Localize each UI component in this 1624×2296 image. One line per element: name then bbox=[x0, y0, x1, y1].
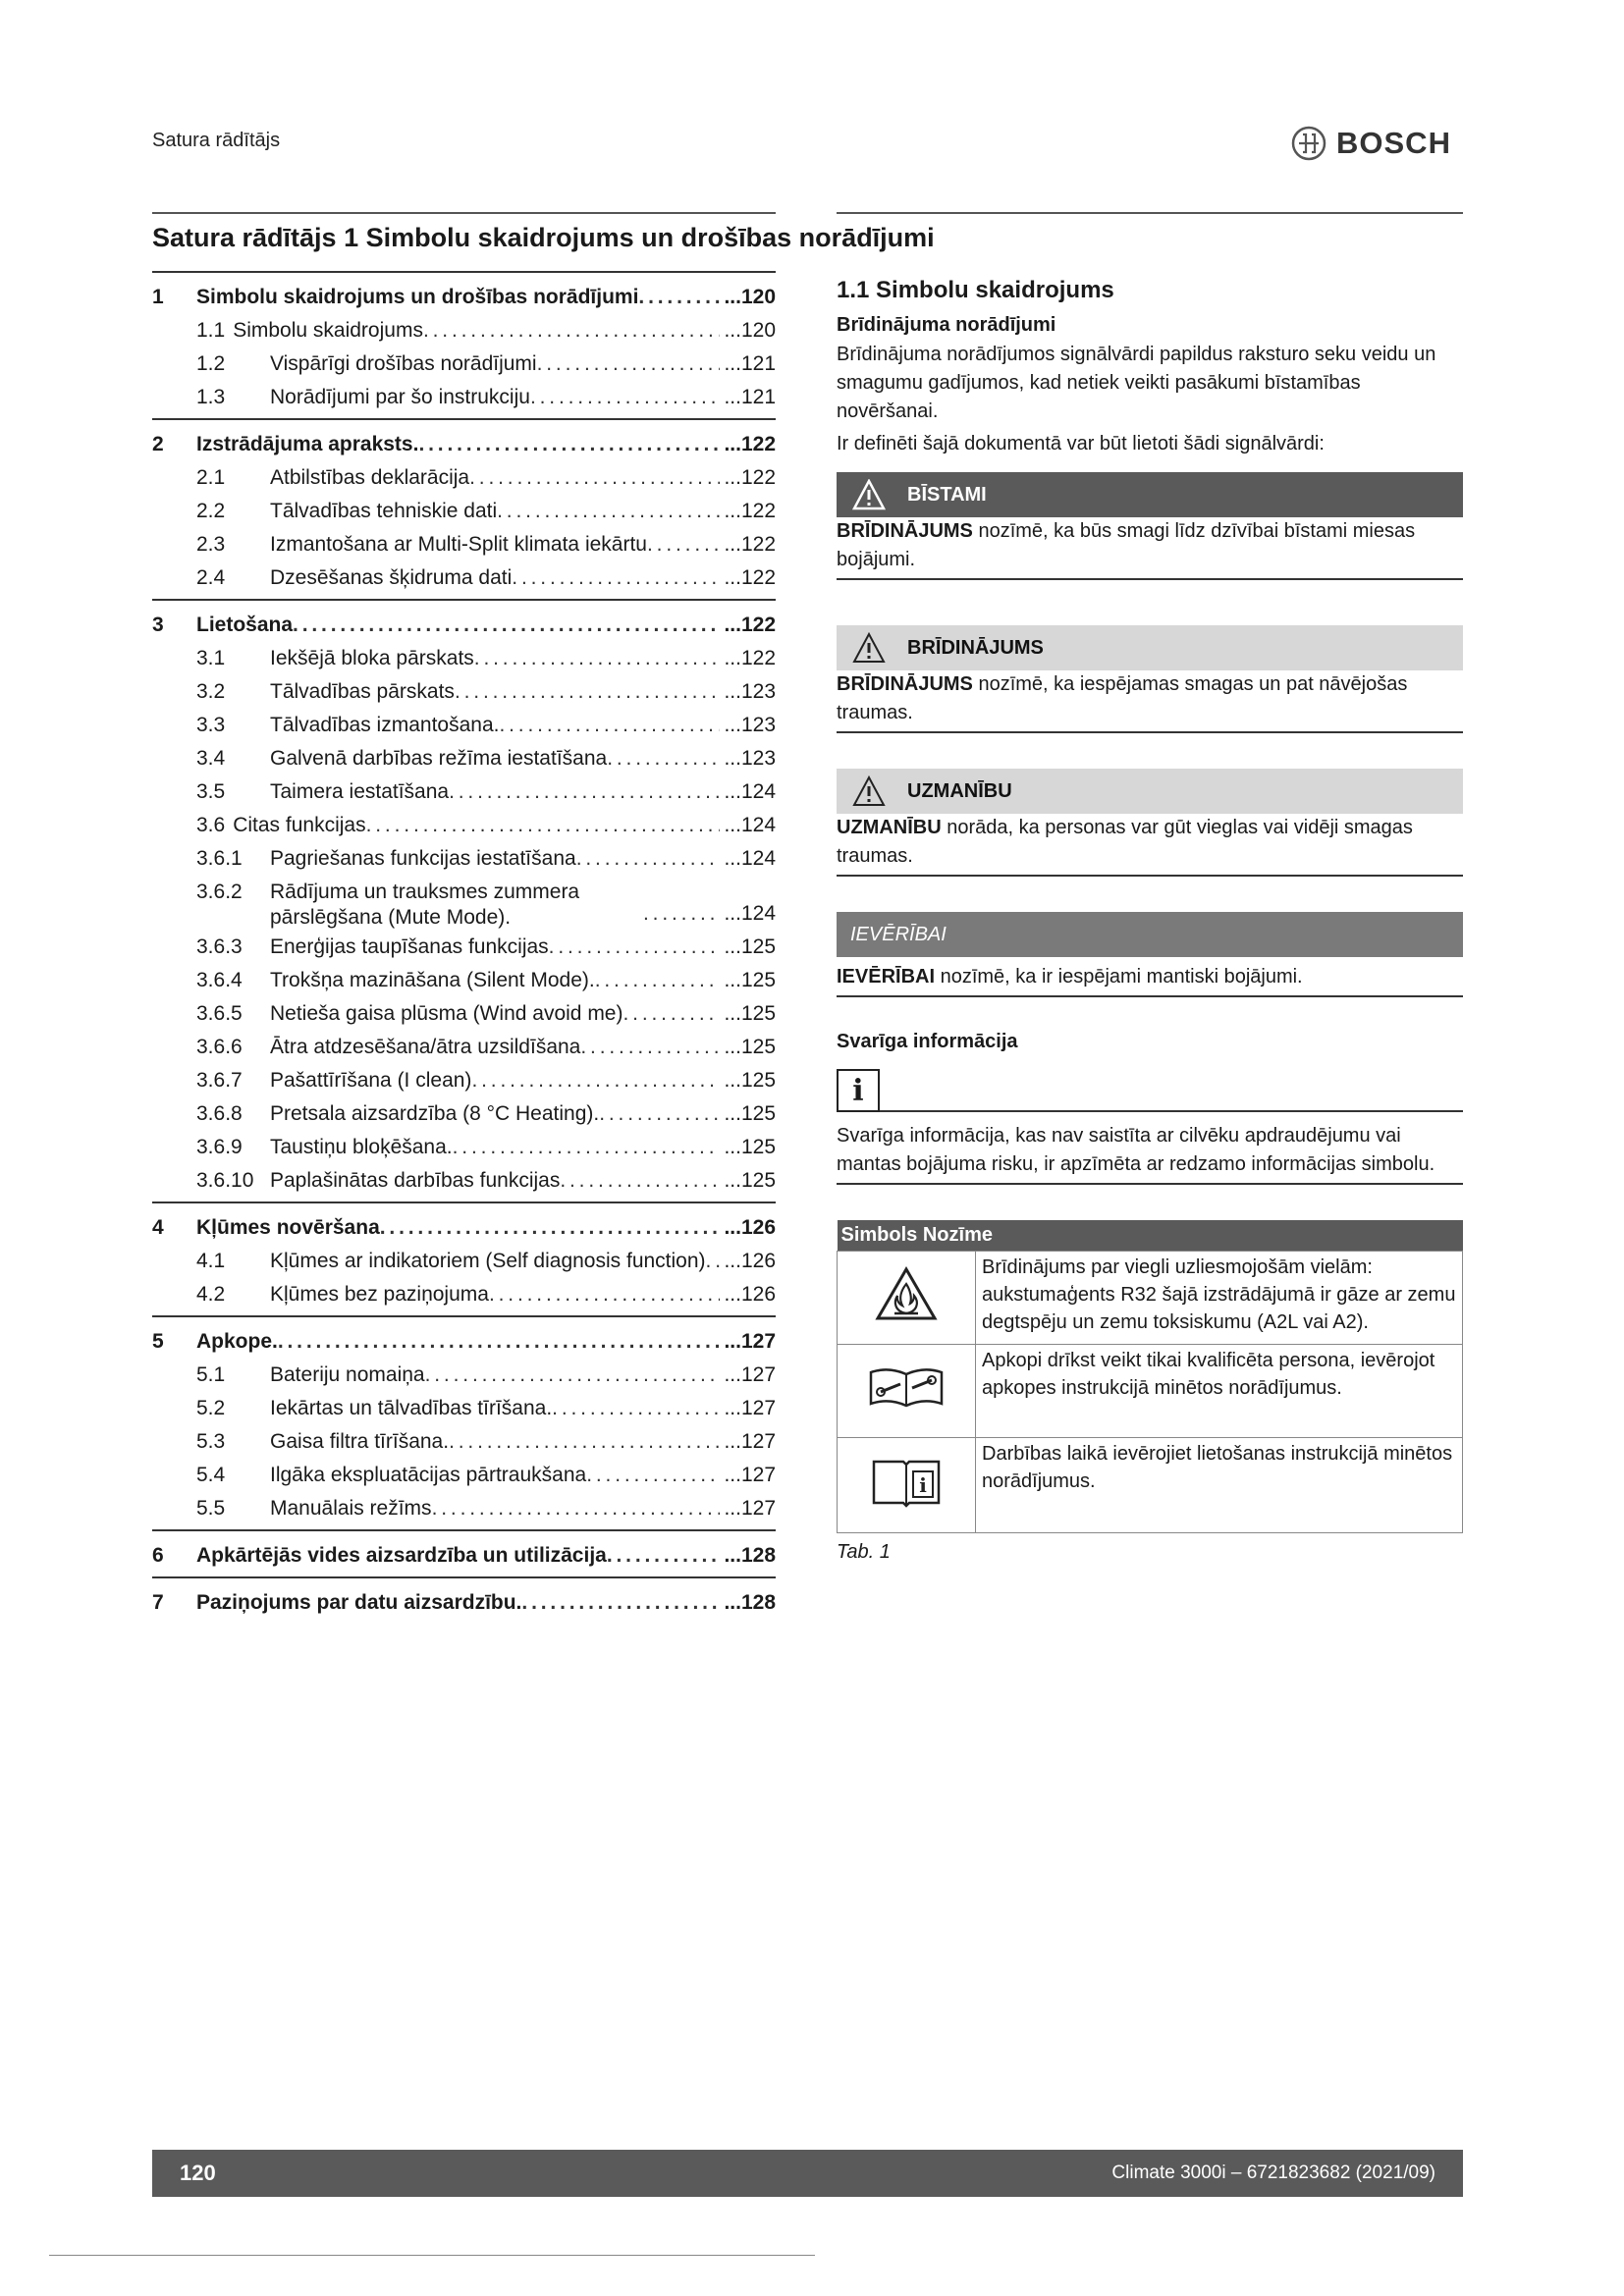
toc-page: ...128 bbox=[724, 1544, 776, 1567]
toc-label: Kļūmes bez paziņojuma bbox=[270, 1283, 489, 1306]
divider bbox=[880, 1110, 1463, 1112]
danger-word: BĪSTAMI bbox=[907, 483, 987, 506]
leader-dots bbox=[576, 842, 721, 876]
danger-text: BRĪDINĀJUMS nozīmē, ka būs smagi līdz dzīvībai bīstami miesas bojājumi. bbox=[837, 517, 1463, 580]
toc-label: Netieša gaisa plūsma (Wind avoid me) bbox=[270, 1002, 623, 1025]
toc-entry[interactable] bbox=[152, 314, 776, 347]
toc-page: ...122 bbox=[724, 466, 776, 489]
toc-entry[interactable] bbox=[152, 675, 776, 709]
toc-page: ...127 bbox=[724, 1363, 776, 1386]
toc-entry[interactable] bbox=[152, 1392, 776, 1425]
toc-page: ...125 bbox=[724, 1069, 776, 1092]
toc-page: ...128 bbox=[724, 1591, 776, 1614]
symbol-meaning: Brīdinājums par viegli uzliesmojošām vielām: aukstumaģents R32 šajā izstrādājumā ir gāze ar zemu degtspēju un zemu toksiskumu (A2L vai A2). bbox=[976, 1252, 1463, 1345]
toc-label: Taustiņu bloķēšana. bbox=[270, 1136, 453, 1158]
toc-page: ...122 bbox=[724, 614, 776, 636]
leader-dots bbox=[293, 609, 720, 642]
toc-entry[interactable] bbox=[152, 809, 776, 842]
toc-number: 3.6.3 bbox=[196, 935, 243, 958]
toc-number: 4.1 bbox=[196, 1250, 226, 1272]
leader-dots bbox=[599, 1097, 720, 1131]
warnings-heading: Brīdinājuma norādījumi bbox=[837, 314, 1056, 336]
toc-label: Izstrādājuma apraksts. bbox=[196, 433, 419, 455]
toc-entry[interactable] bbox=[152, 495, 776, 528]
toc-entry[interactable] bbox=[152, 997, 776, 1031]
toc-label: Enerģijas taupīšanas funkcijas bbox=[270, 935, 549, 958]
toc-entry[interactable] bbox=[152, 1459, 776, 1492]
toc-page: ...124 bbox=[724, 780, 776, 803]
leader-dots bbox=[366, 809, 721, 842]
toc-page: ...121 bbox=[724, 386, 776, 408]
table-row bbox=[838, 1345, 1463, 1438]
toc-label: Trokšņa mazināšana (Silent Mode). bbox=[270, 969, 595, 991]
leader-dots bbox=[647, 528, 720, 561]
toc-entry[interactable] bbox=[152, 1425, 776, 1459]
toc-entry[interactable] bbox=[152, 461, 776, 495]
toc-label: Taimera iestatīšana bbox=[270, 780, 450, 803]
toc-number: 1.1 bbox=[196, 319, 226, 342]
leader-dots bbox=[471, 1064, 720, 1097]
toc-entry[interactable] bbox=[152, 642, 776, 675]
toc-label: Kļūmes novēršana bbox=[196, 1216, 380, 1239]
toc-label: Galvenā darbības režīma iestatīšana bbox=[270, 747, 608, 770]
leader-dots bbox=[521, 1586, 720, 1620]
toc-entry[interactable] bbox=[152, 381, 776, 414]
leader-dots bbox=[607, 742, 720, 775]
danger-bar bbox=[837, 472, 1463, 517]
toc-chapter-entry[interactable] bbox=[152, 1586, 776, 1620]
table-row bbox=[838, 1252, 1463, 1345]
toc-number: 3.6.6 bbox=[196, 1036, 243, 1058]
toc-chapter-entry[interactable] bbox=[152, 1539, 776, 1573]
toc-label: Ātra atdzesēšana/ātra uzsildīšana bbox=[270, 1036, 581, 1058]
toc-label: Simbolu skaidrojums un drošības norādījumi bbox=[196, 286, 639, 308]
toc-label: Kļūmes ar indikatoriem (Self diagnosis function) bbox=[270, 1250, 706, 1272]
toc-number: 2.2 bbox=[196, 500, 226, 522]
toc-page: ...125 bbox=[724, 1102, 776, 1125]
toc-page: ...126 bbox=[724, 1250, 776, 1272]
leader-dots bbox=[607, 1539, 721, 1573]
toc-number: 2.3 bbox=[196, 533, 226, 556]
leader-dots bbox=[537, 347, 721, 381]
leader-dots bbox=[278, 1325, 721, 1359]
right-column bbox=[837, 271, 1463, 1564]
notice-word: IEVĒRĪBAI bbox=[850, 923, 947, 945]
toc-number: 3.6.5 bbox=[196, 1002, 243, 1025]
flammable-warning-icon bbox=[875, 1266, 938, 1321]
leader-dots bbox=[489, 1278, 721, 1311]
toc-number: 5.1 bbox=[196, 1363, 226, 1386]
toc-page: ...124 bbox=[724, 902, 776, 925]
toc-label: Norādījumi par šo instrukciju bbox=[270, 386, 530, 408]
leader-dots bbox=[423, 314, 721, 347]
table-of-contents bbox=[152, 271, 776, 1624]
toc-entry[interactable] bbox=[152, 1064, 776, 1097]
bosch-armature-icon bbox=[1291, 126, 1326, 161]
leader-dots bbox=[530, 381, 721, 414]
toc-page: ...126 bbox=[724, 1216, 776, 1239]
toc-number: 5.4 bbox=[196, 1464, 226, 1486]
toc-page: ...122 bbox=[724, 500, 776, 522]
toc-chapter-entry[interactable] bbox=[152, 281, 776, 314]
toc-number: 3.6.7 bbox=[196, 1069, 243, 1092]
toc-label: Rādījuma un trauksmes zummera pārslēgšana (Mute Mode). bbox=[270, 881, 580, 929]
toc-entry[interactable] bbox=[152, 1359, 776, 1392]
bosch-logo bbox=[1291, 126, 1451, 161]
toc-number: 3.2 bbox=[196, 680, 226, 703]
toc-entry[interactable] bbox=[152, 876, 776, 931]
toc-page: ...125 bbox=[724, 1136, 776, 1158]
leader-dots bbox=[560, 1164, 720, 1198]
toc-title: Satura rādītājs 1 Simbolu skaidrojums un drošības norādījumi bbox=[152, 223, 935, 252]
toc-entry[interactable] bbox=[152, 1131, 776, 1164]
toc-number: 4 bbox=[152, 1216, 164, 1239]
toc-number: 5 bbox=[152, 1330, 164, 1353]
toc-label: Pagriešanas funkcijas iestatīšana bbox=[270, 847, 576, 870]
toc-label: Citas funkcijas bbox=[233, 814, 366, 836]
info-text: Svarīga informācija, kas nav saistīta ar cilvēku apdraudējumu vai mantas bojājuma risku, ir apzīmēta ar redzamo informācijas simbolu. bbox=[837, 1122, 1463, 1185]
toc-section bbox=[152, 1529, 776, 1576]
leader-dots bbox=[474, 642, 721, 675]
toc-number: 3.5 bbox=[196, 780, 226, 803]
toc-label: Atbilstības deklarācija bbox=[270, 466, 470, 489]
table-caption: Tab. 1 bbox=[837, 1541, 891, 1563]
toc-label: Iekārtas un tālvadības tīrīšana. bbox=[270, 1397, 553, 1419]
toc-number: 7 bbox=[152, 1591, 164, 1614]
toc-number: 2.4 bbox=[196, 566, 226, 589]
toc-chapter-entry[interactable] bbox=[152, 1325, 776, 1359]
toc-entry[interactable] bbox=[152, 528, 776, 561]
toc-entry[interactable] bbox=[152, 1492, 776, 1525]
leader-dots bbox=[586, 1459, 720, 1492]
toc-number: 3.6.4 bbox=[196, 969, 243, 991]
toc-page: ...125 bbox=[724, 1169, 776, 1192]
section-heading: 1.1 Simbolu skaidrojums bbox=[837, 277, 1114, 303]
toc-entry[interactable] bbox=[152, 931, 776, 964]
toc-section bbox=[152, 1315, 776, 1529]
toc-entry[interactable] bbox=[152, 964, 776, 997]
warning-triangle-icon bbox=[852, 775, 886, 807]
toc-label: Dzesēšanas šķidruma dati bbox=[270, 566, 513, 589]
toc-page: ...125 bbox=[724, 935, 776, 958]
table-header: Simbols Nozīme bbox=[838, 1220, 1463, 1252]
toc-label: Iekšējā bloka pārskats bbox=[270, 647, 474, 669]
toc-page: ...120 bbox=[724, 286, 776, 308]
operating-manual-info-icon bbox=[870, 1454, 943, 1509]
toc-page: ...123 bbox=[724, 680, 776, 703]
toc-section bbox=[152, 1578, 776, 1624]
toc-page: ...125 bbox=[724, 1002, 776, 1025]
toc-page: ...125 bbox=[724, 969, 776, 991]
toc-label: Gaisa filtra tīrīšana. bbox=[270, 1430, 450, 1453]
leader-dots bbox=[623, 997, 720, 1031]
toc-page: ...123 bbox=[724, 714, 776, 736]
leader-dots bbox=[449, 1425, 720, 1459]
toc-page: ...122 bbox=[724, 566, 776, 589]
toc-number: 2.1 bbox=[196, 466, 226, 489]
running-header: Satura rādītājs bbox=[152, 130, 281, 151]
toc-entry[interactable] bbox=[152, 775, 776, 809]
caution-text: UZMANĪBU norāda, ka personas var gūt vieglas vai vidēji smagas traumas. bbox=[837, 814, 1463, 877]
symbol-table bbox=[837, 1220, 1463, 1533]
toc-page: ...127 bbox=[724, 1397, 776, 1419]
toc-number: 3 bbox=[152, 614, 164, 636]
warning-bar bbox=[837, 625, 1463, 670]
toc-page: ...122 bbox=[724, 533, 776, 556]
toc-label: Tālvadības tehniskie dati bbox=[270, 500, 498, 522]
toc-page: ...127 bbox=[724, 1430, 776, 1453]
leader-dots bbox=[643, 897, 720, 931]
warning-triangle-icon bbox=[852, 632, 886, 664]
toc-entry[interactable] bbox=[152, 1164, 776, 1198]
toc-number: 3.6.2 bbox=[196, 881, 243, 903]
divider bbox=[152, 212, 776, 214]
leader-dots bbox=[549, 931, 721, 964]
toc-page: ...127 bbox=[724, 1330, 776, 1353]
leader-dots bbox=[425, 1359, 721, 1392]
caution-word: UZMANĪBU bbox=[907, 779, 1012, 802]
toc-entry[interactable] bbox=[152, 742, 776, 775]
toc-page: ...121 bbox=[724, 352, 776, 375]
toc-number: 3.1 bbox=[196, 647, 226, 669]
leader-dots bbox=[380, 1211, 721, 1245]
leader-dots bbox=[706, 1245, 721, 1278]
info-icon: i bbox=[837, 1069, 880, 1112]
toc-label: Manuālais režīms bbox=[270, 1497, 432, 1520]
toc-entry[interactable] bbox=[152, 1245, 776, 1278]
toc-entry[interactable] bbox=[152, 842, 776, 876]
toc-chapter-entry[interactable] bbox=[152, 428, 776, 461]
page-number: 120 bbox=[180, 2161, 216, 2185]
toc-entry[interactable] bbox=[152, 709, 776, 742]
divider bbox=[49, 2255, 815, 2256]
leader-dots bbox=[497, 495, 720, 528]
toc-label: Paplašinātas darbības funkcijas bbox=[270, 1169, 561, 1192]
toc-label: Simbolu skaidrojums bbox=[233, 319, 423, 342]
toc-number: 1.2 bbox=[196, 352, 226, 375]
leader-dots bbox=[453, 1131, 721, 1164]
toc-label: Paziņojums par datu aizsardzību. bbox=[196, 1591, 522, 1614]
toc-entry[interactable] bbox=[152, 561, 776, 595]
toc-entry[interactable] bbox=[152, 1278, 776, 1311]
toc-page: ...124 bbox=[724, 814, 776, 836]
toc-number: 2 bbox=[152, 433, 164, 455]
warnings-intro: Brīdinājuma norādījumos signālvārdi papildus raksturo seku veidu un smagumu gadījumos, kad netiek veikti pasākumi bīstamības novēršanai. bbox=[837, 344, 1436, 422]
leader-dots bbox=[638, 281, 720, 314]
toc-number: 3.6.8 bbox=[196, 1102, 243, 1125]
document-id: Climate 3000i – 6721823682 (2021/09) bbox=[1111, 2163, 1435, 2183]
toc-label: Izmantošana ar Multi-Split klimata iekārtu bbox=[270, 533, 647, 556]
toc-number: 3.6.10 bbox=[196, 1169, 254, 1192]
toc-page: ...120 bbox=[724, 319, 776, 342]
leader-dots bbox=[552, 1392, 720, 1425]
toc-section bbox=[152, 1201, 776, 1315]
toc-label: Ilgāka ekspluatācijas pārtraukšana bbox=[270, 1464, 587, 1486]
leader-dots bbox=[499, 709, 720, 742]
toc-label: Tālvadības izmantošana. bbox=[270, 714, 500, 736]
toc-chapter-entry[interactable] bbox=[152, 1211, 776, 1245]
toc-page: ...124 bbox=[724, 847, 776, 870]
toc-entry[interactable] bbox=[152, 1031, 776, 1064]
warning-text: BRĪDINĀJUMS nozīmē, ka iespējamas smagas un pat nāvējošas traumas. bbox=[837, 670, 1463, 733]
symbol-meaning: Apkopi drīkst veikt tikai kvalificēta persona, ievērojot apkopes instrukcijā minētos norādījumus. bbox=[976, 1345, 1463, 1438]
toc-number: 5.3 bbox=[196, 1430, 226, 1453]
toc-entry[interactable] bbox=[152, 1097, 776, 1131]
toc-section bbox=[152, 599, 776, 1201]
toc-page: ...122 bbox=[724, 647, 776, 669]
toc-label: Bateriju nomaiņa bbox=[270, 1363, 425, 1386]
toc-page: ...123 bbox=[724, 747, 776, 770]
toc-page: ...122 bbox=[724, 433, 776, 455]
toc-label: Lietošana bbox=[196, 614, 294, 636]
warnings-intro-2: Ir definēti šajā dokumentā var būt lietoti šādi signālvārdi: bbox=[837, 433, 1325, 454]
notice-text: IEVĒRĪBAI nozīmē, ka ir iespējami mantiski bojājumi. bbox=[837, 963, 1463, 997]
table-row bbox=[838, 1438, 1463, 1533]
toc-label: Pretsala aizsardzība (8 °C Heating). bbox=[270, 1102, 600, 1125]
toc-label: Tālvadības pārskats bbox=[270, 680, 455, 703]
toc-number: 4.2 bbox=[196, 1283, 226, 1306]
leader-dots bbox=[469, 461, 720, 495]
toc-entry[interactable] bbox=[152, 347, 776, 381]
toc-label: Vispārīgi drošības norādījumi bbox=[270, 352, 537, 375]
toc-label: Apkope. bbox=[196, 1330, 278, 1353]
symbol-meaning: Darbības laikā ievērojiet lietošanas instrukcijā minētos norādījumus. bbox=[976, 1438, 1463, 1533]
info-heading: Svarīga informācija bbox=[837, 1031, 1018, 1052]
svg-text:i: i bbox=[919, 1473, 927, 1497]
toc-number: 3.6 bbox=[196, 814, 226, 836]
toc-number: 5.2 bbox=[196, 1397, 226, 1419]
warning-word: BRĪDINĀJUMS bbox=[907, 636, 1044, 659]
leader-dots bbox=[595, 964, 721, 997]
leader-dots bbox=[432, 1492, 721, 1525]
toc-page: ...127 bbox=[724, 1464, 776, 1486]
toc-label: Apkārtējās vides aizsardzība un utilizācija bbox=[196, 1544, 607, 1567]
service-manual-icon bbox=[867, 1362, 946, 1412]
toc-label: Pašattīrīšana (I clean) bbox=[270, 1069, 472, 1092]
toc-number: 1 bbox=[152, 286, 164, 308]
toc-section bbox=[152, 418, 776, 599]
toc-chapter-entry[interactable] bbox=[152, 609, 776, 642]
caution-bar bbox=[837, 769, 1463, 814]
toc-number: 3.4 bbox=[196, 747, 226, 770]
toc-page: ...125 bbox=[724, 1036, 776, 1058]
leader-dots bbox=[512, 561, 720, 595]
toc-number: 3.6.9 bbox=[196, 1136, 243, 1158]
leader-dots bbox=[418, 428, 720, 461]
toc-page: ...126 bbox=[724, 1283, 776, 1306]
toc-page: ...127 bbox=[724, 1497, 776, 1520]
divider bbox=[837, 212, 1463, 214]
toc-number: 6 bbox=[152, 1544, 164, 1567]
page-footer bbox=[152, 2150, 1463, 2197]
toc-number: 5.5 bbox=[196, 1497, 226, 1520]
toc-number: 1.3 bbox=[196, 386, 226, 408]
toc-number: 3.3 bbox=[196, 714, 226, 736]
leader-dots bbox=[455, 675, 721, 709]
brand-name: BOSCH bbox=[1336, 126, 1451, 160]
notice-bar bbox=[837, 912, 1463, 957]
toc-number: 3.6.1 bbox=[196, 847, 243, 870]
leader-dots bbox=[449, 775, 720, 809]
leader-dots bbox=[580, 1031, 720, 1064]
toc-section bbox=[152, 271, 776, 418]
warning-triangle-icon bbox=[852, 479, 886, 510]
info-symbol-line bbox=[837, 1069, 1463, 1112]
